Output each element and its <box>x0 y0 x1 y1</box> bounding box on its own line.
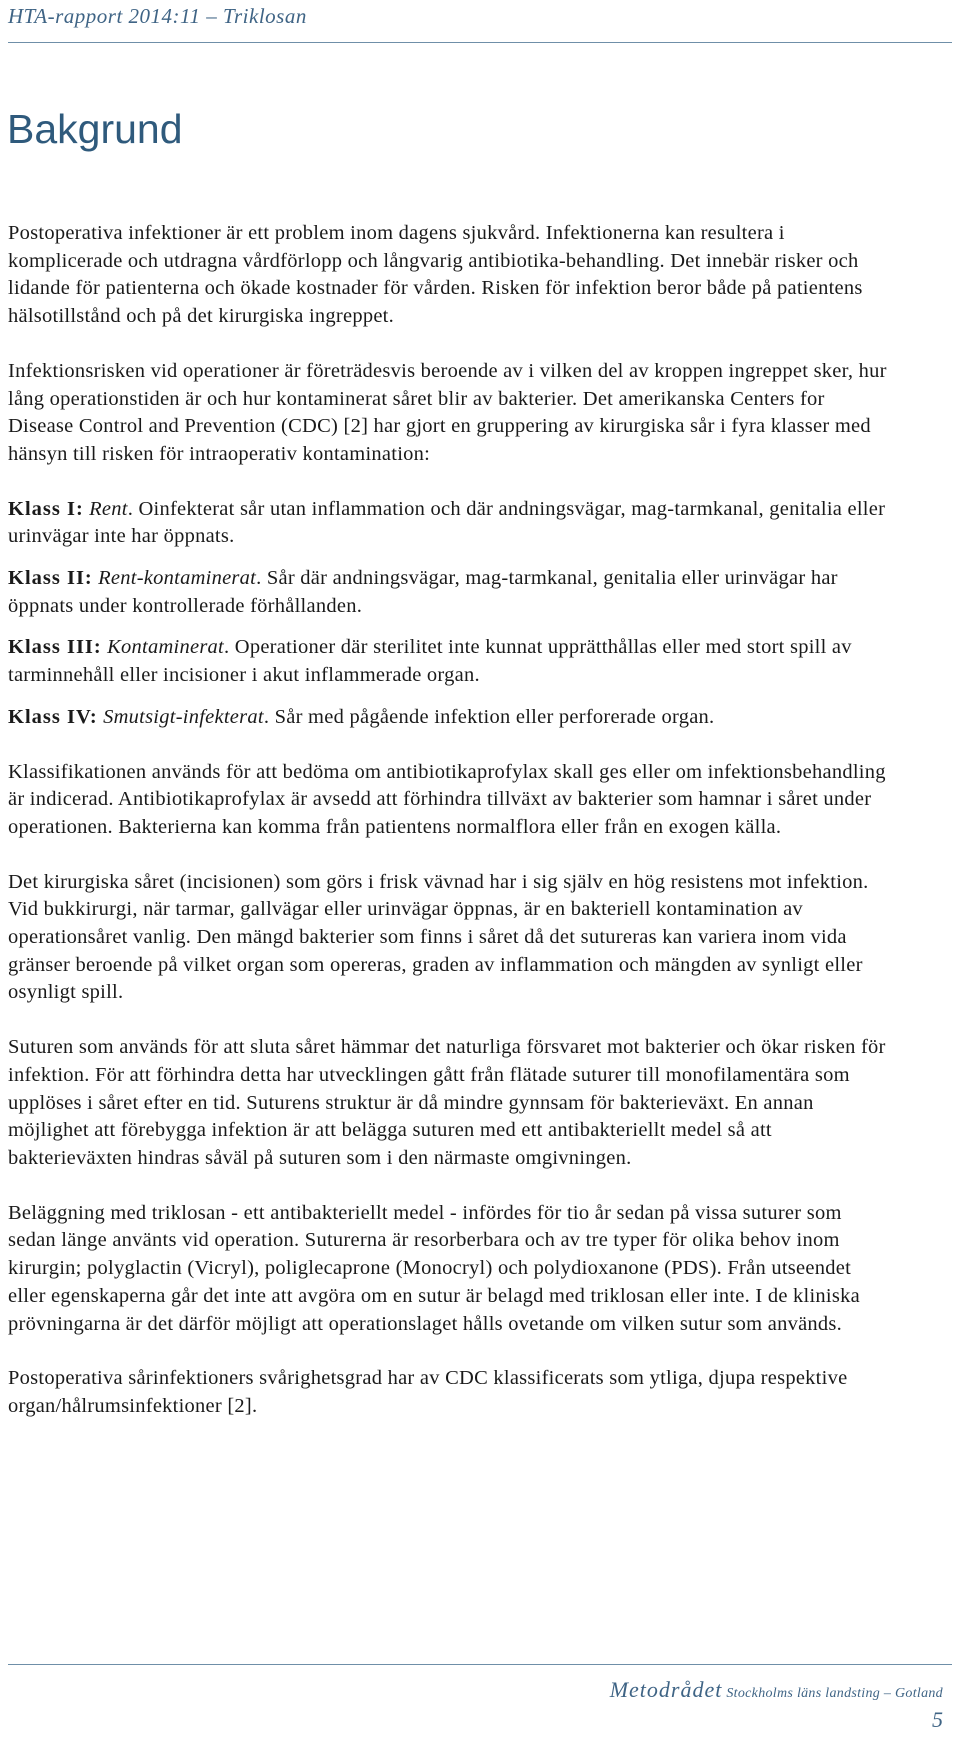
wound-class-3 <box>8 634 888 689</box>
wound-class-4 <box>8 704 888 732</box>
wound-class-label: Klass IV: <box>8 705 98 728</box>
wound-class-name: Rent-kontaminerat <box>98 567 257 590</box>
footer-divider <box>8 1664 952 1665</box>
section-heading: Bakgrund <box>7 106 183 152</box>
wound-class-description: . Sår med pågående infektion eller perforerade organ. <box>263 705 715 728</box>
paragraph-severity: Postoperativa sårinfektioners svårighetsgrad har av CDC klassificerats som ytliga, djupa respektive organ/hålrumsinfektioner [2]. <box>8 1367 848 1417</box>
paragraph-classification: Klassifikationen används för att bedöma om antibiotikaprofylax skall ges eller om infektionsbehandling är indicerad. Antibiotikaprofylax är avsedd att förhindra tillväxt av bakterier som hamnar i såret under operationen. Bakterierna kan komma från patientens normalflora eller från en exogen källa. <box>8 760 886 838</box>
wound-class-name: Kontaminerat <box>107 636 225 659</box>
wound-class-description: . Operationer där sterilitet inte kunnat upprätthållas eller med stort spill av tarminnehåll eller incisioner i akut inflammerade organ. <box>8 636 852 687</box>
paragraph-suture: Suturen som används för att sluta såret hämmar det naturliga försvaret mot bakterier och ökar risken för infektion. För att förhindra detta har utvecklingen gått från flätade suturer till monofilamentära som upplöses i såret efter en tid. Suturens struktur är då mindre gynnsam för bakterieväxt. En annan möjlighet att förebygga infektion är att belägga suturen med ett antibakteriellt medel så att bakterieväxten hindras såväl på suturen som i den närmaste omgivningen. <box>8 1036 886 1169</box>
report-title: HTA-rapport 2014:11 – Triklosan <box>8 4 307 28</box>
wound-class-name: Rent <box>89 497 128 520</box>
wound-class-name: Smutsigt-infekterat <box>103 705 264 728</box>
paragraph-surgical-wound: Det kirurgiska såret (incisionen) som görs i frisk vävnad har i sig själv en hög resistens mot infektion. Vid bukkirurgi, när tarmar, gallvägar eller urinvägar öppnas, är en bakteriell kontamination av operationsåret vanlig. Den mängd bakterier som finns i såret då det sutureras kan variera inom vida gränser beroende på vilket organ som opereras, graden av inflammation och mängden av synligt eller osynligt spill. <box>8 870 869 1004</box>
paragraph-triclosan-coating: Beläggning med triklosan - ett antibakteriellt medel - infördes för tio år sedan på vissa suturer som sedan länge använts vid operation. Suturerna är resorberbara och av tre typer för olika behov inom kirurgin; polyglactin (Vicryl), poliglecaprone (Monocryl) och polydioxanone (PDS). Från utseendet eller egenskaperna går det inte att avgöra om en sutur är belagd med triklosan eller inte. I de kliniska prövningarna är det därför möjligt att operationslaget hålls ovetande om vilken sutur som används. <box>8 1201 860 1335</box>
wound-class-1 <box>8 496 888 551</box>
wound-class-label: Klass II: <box>8 567 93 590</box>
page-header <box>8 4 952 43</box>
page-number: 5 <box>932 1707 943 1732</box>
wound-class-2 <box>8 565 888 620</box>
paragraph-intro: Postoperativa infektioner är ett problem inom dagens sjukvård. Infektionerna kan resultera i komplicerade och utdragna vårdförlopp och långvarig antibiotika-behandling. Det innebär risker och lidande för patienterna och ökade kostnader för vården. Risken för infektion beror både på patientens hälsotillstånd och på det kirurgiska ingreppet. <box>8 222 863 328</box>
footer-brand: Metodrådet <box>609 1677 723 1702</box>
wound-class-description: . Oinfekterat sår utan inflammation och där andningsvägar, mag-tarmkanal, genitalia eller urinvägar inte har öppnats. <box>8 497 886 548</box>
body-text <box>8 220 888 1421</box>
footer-organization: Stockholms läns landsting – Gotland <box>726 1686 943 1701</box>
wound-class-description: . Sår där andningsvägar, mag-tarmkanal, genitalia eller urinvägar har öppnats under kontrollerade förhållanden. <box>8 567 838 617</box>
paragraph-infection-risk: Infektionsrisken vid operationer är företrädesvis beroende av i vilken del av kroppen ingreppet sker, hur lång operationstiden är och hur kontaminerat såret blir av bakterier. Det amerikanska Centers for Disease Control and Prevention (CDC) [2] har gjort en gruppering av kirurgiska sår i fyra klasser med hänsyn till risken för intraoperativ kontamination: <box>8 359 887 465</box>
page-footer <box>610 1677 943 1703</box>
wound-class-label: Klass I: <box>8 497 84 520</box>
wound-class-label: Klass III: <box>8 636 102 659</box>
